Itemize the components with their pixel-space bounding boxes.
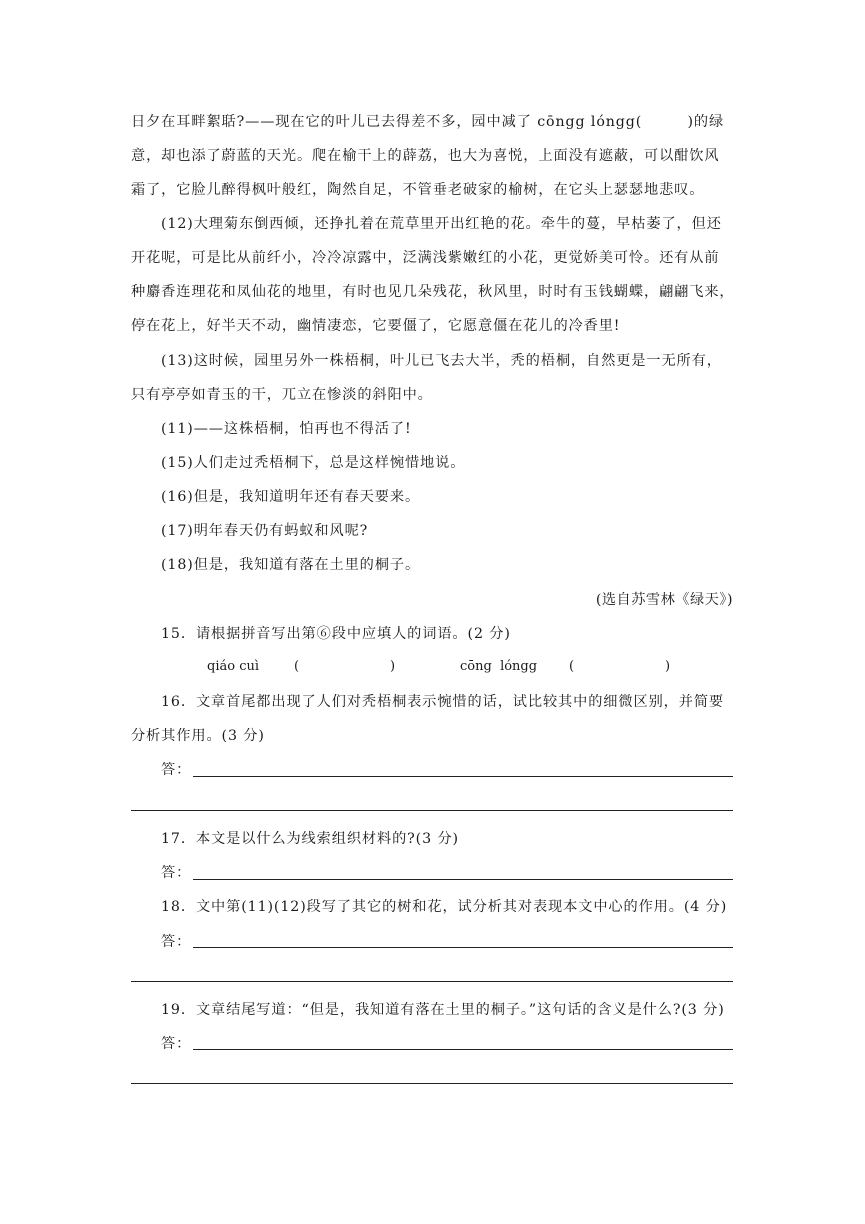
passage-line: 霜了，它脸儿醉得枫叶般红，陶然自足，不管垂老破家的榆树，在它头上瑟瑟地悲叹。 — [131, 182, 705, 198]
passage-line: 意，却也添了蔚蓝的天光。爬在榆干上的薜荔，也大为喜悦，上面没有遮蔽，可以酣饮风 — [131, 148, 720, 164]
answer-line[interactable] — [131, 981, 733, 982]
answer-line[interactable] — [193, 776, 733, 777]
question-17: 17．本文是以什么为线索组织材料的?(3 分) — [161, 831, 459, 847]
question-15: 15．请根据拼音写出第⑥段中应填人的词语。(2 分) — [161, 626, 511, 642]
blank-open-paren: ( — [294, 659, 300, 674]
paragraph-12-line: (12)大理菊东倒西倾，还挣扎着在荒草里开出红艳的花。牵牛的蔓，早枯萎了，但还 — [161, 216, 722, 232]
question-16-line: 16．文章首尾都出现了人们对秃梧桐表示惋惜的话，试比较其中的细微区别，并简要 — [161, 694, 725, 710]
paragraph-17: (17)明年春天仍有蚂蚁和风呢? — [161, 523, 369, 539]
answer-line[interactable] — [131, 1083, 733, 1084]
answer-line[interactable] — [193, 879, 733, 880]
paragraph-18: (18)但是，我知道有落在土里的桐子。 — [161, 557, 421, 573]
answer-label: 答： — [161, 1036, 192, 1052]
answer-line[interactable] — [193, 947, 733, 948]
blank-close-paren: ) — [390, 659, 396, 674]
paragraph-15: (15)人们走过秃梧桐下，总是这样惋惜地说。 — [161, 455, 466, 471]
paragraph-12-line: 开花呢，可是比从前纤小，冷冷凉露中，泛满浅紫嫩红的小花，更觉娇美可怜。还有从前 — [131, 250, 720, 266]
answer-line[interactable] — [193, 1049, 733, 1050]
paragraph-13-line: (13)这时候，园里另外一株梧桐，叶儿已飞去大半，秃的梧桐，自然更是一无所有， — [161, 353, 722, 369]
answer-line[interactable] — [131, 810, 733, 811]
source-citation: (选自苏雪林《绿天》) — [595, 592, 733, 608]
question-15-blanks — [207, 650, 687, 684]
blank-close-paren: ) — [665, 659, 671, 674]
paragraph-11: (11)——这株梧桐，怕再也不得活了! — [161, 421, 412, 437]
paragraph-13-line: 只有亭亭如青玉的干，兀立在惨淡的斜阳中。 — [131, 387, 433, 403]
pinyin-conglong: cōng lóngg — [460, 659, 538, 674]
pinyin-qiaocui: qiáo cuì — [207, 659, 259, 674]
paragraph-12-line: 停在花上，好半天不动，幽情凄恋，它要僵了，它愿意僵在花儿的冷香里! — [131, 318, 621, 334]
blank-open-paren: ( — [569, 659, 575, 674]
answer-label: 答： — [161, 934, 192, 950]
paragraph-12-line: 种麝香连理花和凤仙花的地里，有时也见几朵残花，秋风里，时时有玉钱蝴蝶，翩翩飞来， — [131, 284, 735, 300]
passage-line: 日夕在耳畔絮聒?——现在它的叶儿已去得差不多，园中减了 cōngg lóngg( )的绿 — [131, 114, 725, 130]
question-19: 19．文章结尾写道：“但是，我知道有落在土里的桐子。”这句话的含义是什么?(3 分) — [161, 1002, 725, 1018]
answer-label: 答： — [161, 865, 192, 881]
question-16-line: 分析其作用。(3 分) — [131, 728, 265, 744]
paragraph-16: (16)但是，我知道明年还有春天要来。 — [161, 489, 421, 505]
answer-label: 答： — [161, 762, 192, 778]
question-18: 18．文中第(11)(12)段写了其它的树和花，试分析其对表现本文中心的作用。(4 分) — [161, 899, 728, 915]
